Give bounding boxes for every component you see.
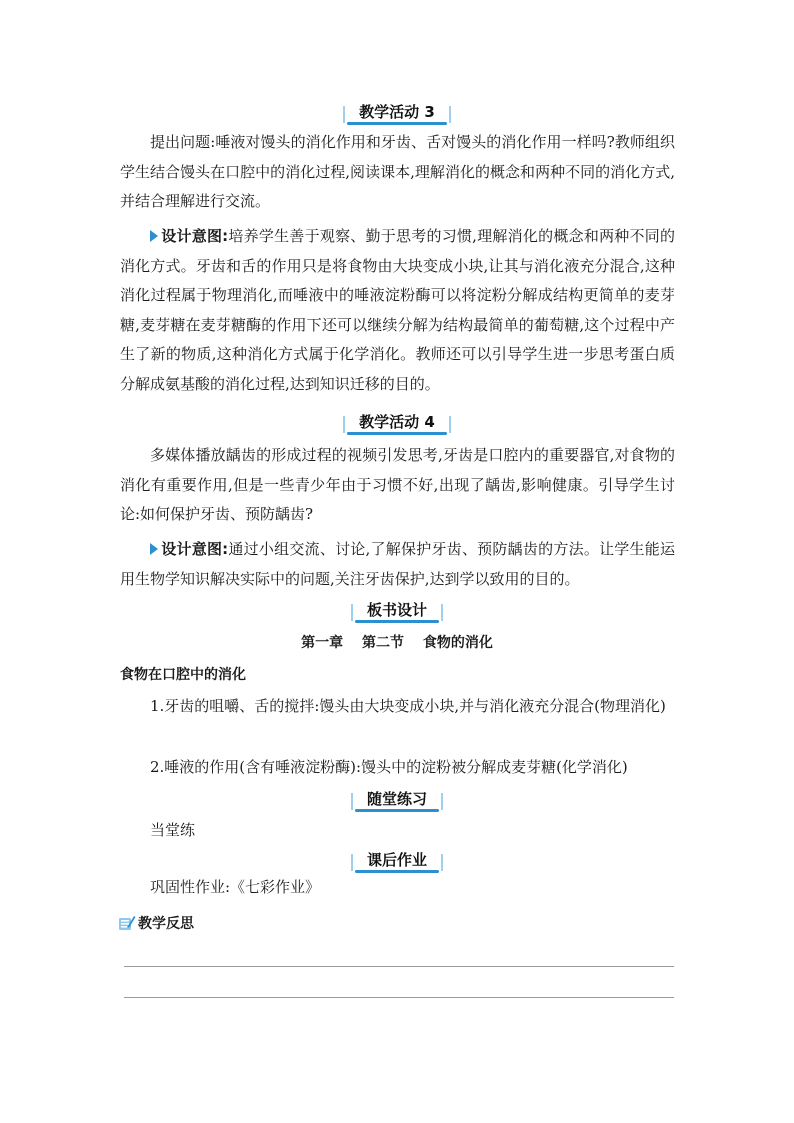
- arrow-marker-icon: [150, 230, 158, 242]
- reflection-line-1: [124, 966, 674, 967]
- reflection-line-2: [124, 997, 674, 998]
- intent-text: 通过小组交流、讨论,了解保护牙齿、预防龋齿的方法。让学生能运用生物学知识解决实际中的问题,关注牙齿保护,达到学以致用的目的。: [120, 540, 676, 588]
- practice-text: 当堂练: [150, 821, 196, 839]
- activity3-heading: 教学活动 3: [0, 102, 794, 125]
- board-item-2: 2.唾液的作用(含有唾液淀粉酶):馒头中的淀粉被分解成麦芽糖(化学消化): [150, 758, 628, 776]
- reflection-label: 教学反思: [138, 916, 194, 932]
- homework-heading: 课后作业: [0, 850, 794, 873]
- intent-label: 设计意图:: [161, 540, 229, 558]
- board-heading: 板书设计: [0, 600, 794, 623]
- arrow-marker-icon: [150, 543, 158, 555]
- activity4-design-intent: [120, 535, 675, 594]
- board-subtitle: 食物在口腔中的消化: [120, 667, 246, 683]
- reflection-heading: [118, 913, 194, 933]
- intent-text: 培养学生善于观察、勤于思考的习惯,理解消化的概念和两种不同的消化方式。牙齿和舌的作用只是将食物由大块变成小块,让其与消化液充分混合,这种消化过程属于物理消化,而唾液中的唾液淀粉酶可以将淀粉分解成结构更简单的麦芽糖,麦芽糖在麦芽糖酶的作用下还可以继续分解为结构最简单的葡萄糖,这个过程中产生了新的物质,这种消化方式属于化学消化。教师还可以引导学生进一步思考蛋白质分解成氨基酸的消化过程,达到知识迁移的目的。: [120, 227, 676, 393]
- practice-heading: 随堂练习: [0, 789, 794, 812]
- book-pen-icon: [118, 914, 136, 932]
- activity3-body: 提出问题:唾液对馒头的消化作用和牙齿、舌对馒头的消化作用一样吗?教师组织学生结合馒头在口腔中的消化过程,阅读课本,理解消化的概念和两种不同的消化方式,并结合理解进行交流。: [120, 133, 675, 210]
- intent-label: 设计意图:: [161, 227, 229, 245]
- activity4-heading: 教学活动 4: [0, 412, 794, 435]
- homework-text: 巩固性作业:《七彩作业》: [150, 878, 321, 896]
- board-item-1: 1.牙齿的咀嚼、舌的搅拌:馒头由大块变成小块,并与消化液充分混合(物理消化): [150, 697, 666, 715]
- activity3-design-intent: [120, 222, 675, 399]
- activity4-body: 多媒体播放龋齿的形成过程的视频引发思考,牙齿是口腔内的重要器官,对食物的消化有重要作用,但是一些青少年由于习惯不好,出现了龋齿,影响健康。引导学生讨论:如何保护牙齿、预防龋齿?: [120, 446, 675, 523]
- board-title: 第一章 第二节 食物的消化: [301, 635, 493, 651]
